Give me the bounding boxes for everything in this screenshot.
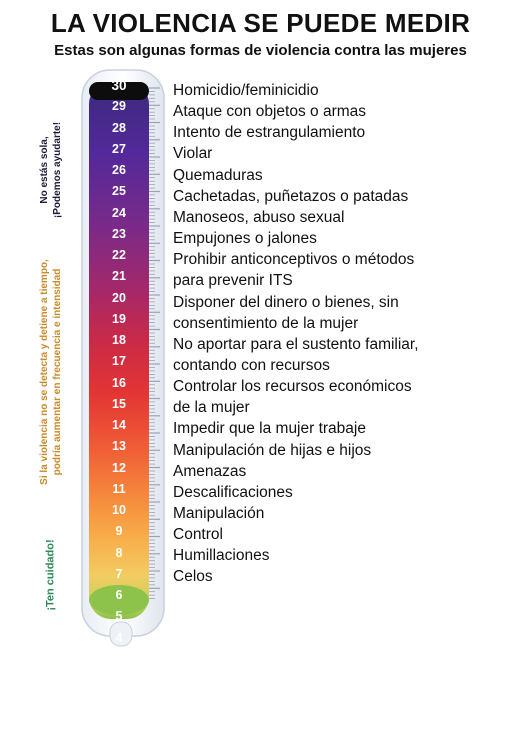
scale-number: 20 — [112, 290, 126, 305]
scale-number: 13 — [112, 439, 126, 454]
violence-list-item: Violar — [173, 145, 213, 163]
scale-number: 17 — [112, 354, 126, 369]
violence-list-item: No aportar para el sustento familiar, — [173, 335, 419, 353]
scale-number: 18 — [112, 333, 126, 347]
violence-list-item: Quemaduras — [173, 166, 263, 184]
scale-number: 22 — [112, 248, 126, 262]
scale-number: 6 — [115, 588, 123, 602]
scale-number: 15 — [112, 396, 126, 411]
violence-list-item: para prevenir ITS — [173, 272, 293, 290]
caution-message-line: ¡Ten cuidado! — [44, 539, 57, 611]
violence-list-item: Amenazas — [173, 462, 247, 480]
scale-number: 30 — [111, 78, 127, 93]
support-message-line-2: ¡Podemos ayudarte! — [52, 121, 63, 219]
scale-number: 5 — [115, 609, 123, 624]
violence-list-item: Descalificaciones — [173, 483, 293, 501]
violence-list-item: Control — [173, 526, 223, 544]
violence-list-item: Humillaciones — [173, 547, 270, 565]
violence-list-item: Manoseos, abuso sexual — [173, 208, 345, 226]
scale-number: 28 — [112, 120, 126, 135]
warning-message-line-2: podría aumentar en frecuencia e intensidad — [52, 268, 63, 476]
violence-list-item: de la mujer — [173, 399, 250, 417]
page-title: LA VIOLENCIA SE PUEDE MEDIR — [50, 8, 471, 38]
scale-numbers — [89, 78, 149, 730]
scale-number: 4 — [115, 630, 123, 645]
scale-number: 9 — [115, 524, 123, 539]
violence-list-item: Impedir que la mujer trabaje — [173, 420, 366, 438]
scale-number: 16 — [112, 375, 126, 390]
violence-list-item: Ataque con objetos o armas — [173, 103, 367, 121]
violence-list-item: Cachetadas, puñetazos o patadas — [173, 187, 409, 205]
violence-list-item: Manipulación de hijas e hijos — [173, 441, 372, 459]
scale-number: 11 — [112, 481, 126, 496]
scale-number: 23 — [112, 226, 126, 241]
page-subtitle: Estas son algunas formas de violencia contra las mujeres — [54, 42, 467, 59]
scale-number: 8 — [115, 545, 123, 560]
scale-number: 27 — [112, 141, 126, 156]
scale-number: 10 — [112, 503, 126, 517]
scale-number: 21 — [112, 269, 126, 284]
violence-list-item: Controlar los recursos económicos — [173, 378, 412, 396]
scale-number: 26 — [112, 163, 126, 177]
violence-list-item: Intento de estrangulamiento — [173, 124, 366, 142]
scale-number: 7 — [115, 566, 123, 581]
scale-number: 24 — [112, 205, 126, 220]
violence-list-item: Disponer del dinero o bienes, sin — [173, 293, 399, 311]
violence-list-item: Celos — [173, 568, 213, 586]
violence-list-item: Prohibir anticonceptivos o métodos — [173, 251, 415, 269]
violence-list-item: Empujones o jalones — [173, 230, 317, 248]
scale-number: 14 — [112, 418, 126, 432]
violence-list-item: consentimiento de la mujer — [173, 314, 359, 332]
scale-number: 1 — [115, 694, 123, 709]
scale-number: 12 — [112, 460, 126, 475]
scale-number: 25 — [112, 184, 126, 199]
violence-list-item: Homicidio/feminicidio — [173, 82, 319, 99]
scale-number: 29 — [112, 99, 126, 114]
violence-list-item: contando con recursos — [173, 356, 330, 374]
scale-number: 3 — [115, 651, 123, 666]
violence-list-item: Manipulación — [173, 505, 265, 522]
scale-number: 0 — [115, 715, 123, 730]
scale-number: 19 — [112, 311, 126, 326]
support-message-line-1: No estás sola, — [39, 136, 50, 204]
scale-number: 2 — [115, 673, 123, 687]
warning-message-line-1: Si la violencia no se detecta y detiene a tiempo, — [39, 259, 50, 485]
